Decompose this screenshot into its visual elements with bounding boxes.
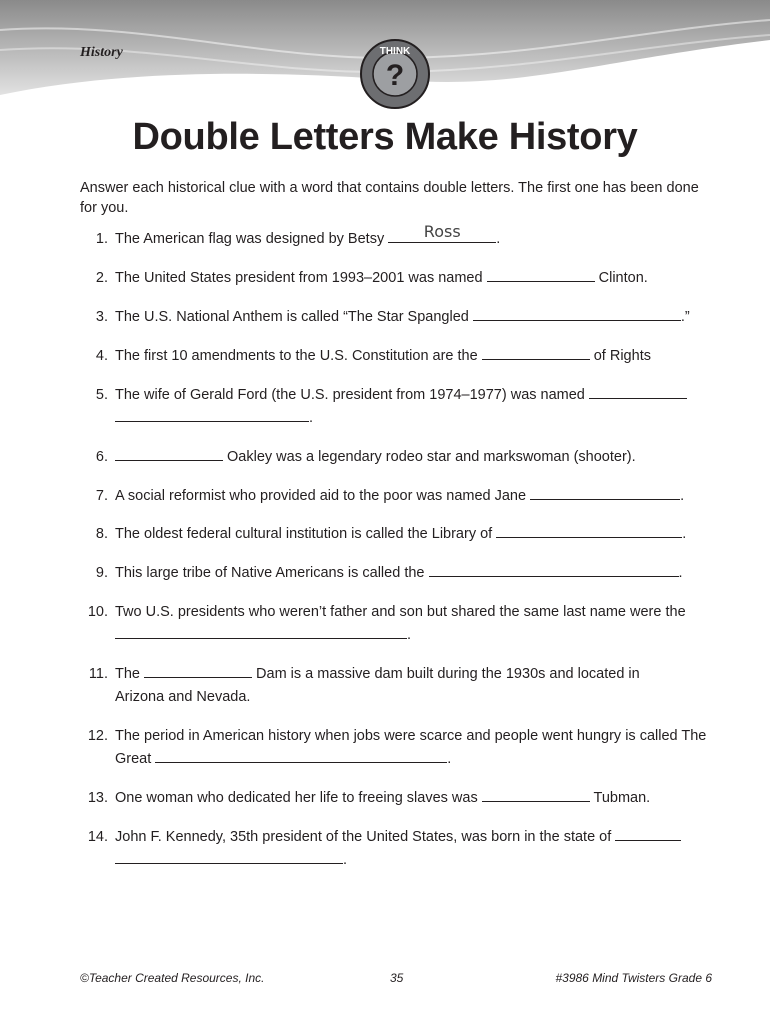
question-number: 8.: [95, 526, 108, 542]
question-number: 12.: [87, 728, 108, 744]
question-text: The first 10 amendments to the U.S. Constitution are the: [115, 348, 482, 364]
question-number: 7.: [95, 488, 108, 504]
question-text-end: Dam is a massive dam built during the 1930s and located in Arizona and Nevada.: [115, 666, 640, 705]
think-logo-icon: [359, 38, 431, 110]
answer-blank[interactable]: [429, 562, 679, 577]
answer-blank[interactable]: [496, 523, 682, 538]
question-text-end: .”: [680, 309, 690, 325]
question-number: 14.: [87, 829, 108, 845]
question-number: 13.: [87, 790, 108, 806]
section-label: History: [80, 45, 123, 60]
question-number: 3.: [95, 309, 108, 325]
question-number: 2.: [95, 270, 108, 286]
question-text: John F. Kennedy, 35th president of the United States, was born in the state of: [115, 829, 616, 845]
question-text-end: of Rights: [589, 348, 651, 364]
question-number: 9.: [95, 565, 108, 581]
question-text-end: Oakley was a legendary rodeo star and markswoman (shooter).: [223, 449, 636, 465]
instructions: Answer each historical clue with a word that contains double letters. The first one has been done for you.: [80, 180, 699, 216]
question-text: A social reformist who provided aid to the poor was named Jane: [115, 488, 531, 504]
question-text: The wife of Gerald Ford (the U.S. president from 1974–1977) was named: [115, 387, 589, 403]
question-text: The: [115, 666, 145, 682]
question-text-end: .: [309, 410, 314, 426]
footer-page-number: 35: [390, 971, 404, 985]
question-number: 1.: [95, 231, 108, 247]
answer-blank[interactable]: [115, 624, 407, 639]
svg-text:?: ?: [385, 59, 405, 92]
question-text-end: Tubman.: [589, 790, 651, 806]
question-text: The United States president from 1993–2001 was named: [115, 270, 487, 286]
answer-blank[interactable]: [115, 446, 223, 461]
question-number: 11.: [88, 666, 108, 682]
question-text-end: .: [496, 231, 501, 247]
question-text-end: .: [680, 488, 685, 504]
question-text: This large tribe of Native Americans is called the: [115, 565, 429, 581]
question-number: 5.: [95, 387, 108, 403]
question-text: One woman who dedicated her life to freeing slaves was: [115, 790, 482, 806]
answer-blank[interactable]: [388, 222, 496, 243]
answer-blank[interactable]: [473, 306, 681, 321]
question-text: The U.S. National Anthem is called “The Star Spangled: [115, 309, 473, 325]
answer-blank[interactable]: [144, 663, 252, 678]
answer-blank-continued[interactable]: [115, 407, 309, 422]
answer-blank[interactable]: [482, 345, 590, 360]
question-text: The American flag was designed by Betsy: [115, 231, 389, 247]
answer-blank[interactable]: [155, 748, 447, 763]
question-text-end: Clinton.: [594, 270, 648, 286]
answer-blank[interactable]: [589, 384, 687, 399]
answer-blank-continued[interactable]: [115, 849, 343, 864]
question-text: Two U.S. presidents who weren’t father and son but shared the same last name were the: [115, 604, 686, 620]
question-number: 4.: [95, 348, 108, 364]
logo-text: THINK: [379, 46, 411, 57]
answer-blank[interactable]: [487, 267, 595, 282]
answer-blank[interactable]: [615, 826, 681, 841]
question-text-end: .: [682, 526, 687, 542]
answer-text: Ross: [423, 222, 461, 241]
question-text-end: .: [343, 852, 348, 868]
question-text: The period in American history when jobs were scarce and people went hungry is called The Great: [115, 728, 707, 767]
question-text-end: .: [407, 627, 412, 643]
question-number: 6.: [95, 449, 108, 465]
answer-blank[interactable]: [482, 787, 590, 802]
question-text-end: .: [447, 751, 452, 767]
question-text: The oldest federal cultural institution is called the Library of: [115, 526, 497, 542]
page-title: Double Letters Make History: [132, 116, 638, 158]
footer-book-title: #3986 Mind Twisters Grade 6: [555, 971, 712, 985]
footer-copyright: ©Teacher Created Resources, Inc.: [80, 971, 265, 985]
question-number: 10.: [87, 604, 108, 620]
question-text-end: .: [678, 565, 683, 581]
answer-blank[interactable]: [530, 485, 680, 500]
